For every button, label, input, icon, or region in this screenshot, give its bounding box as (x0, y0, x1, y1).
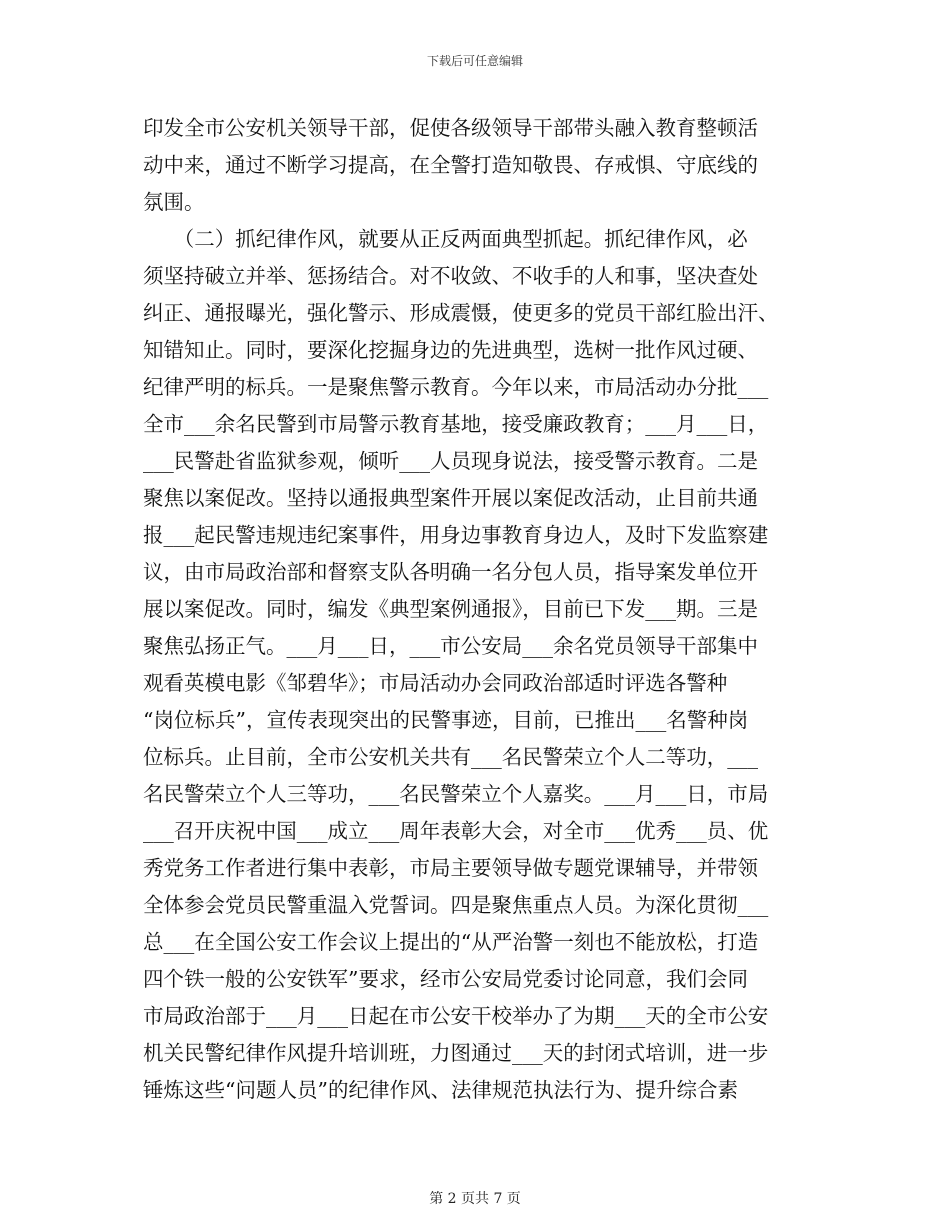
text-line: 名民警荣立个人三等功，___名民警荣立个人嘉奖。___月___日，市局 (143, 782, 769, 806)
text-line: 秀党务工作者进行集中表彰，市局主要领导做专题党课辅导，并带领 (143, 856, 758, 880)
text-line: 四个铁一般的公安铁军”要求，经市公安局党委讨论同意，我们会同 (143, 967, 748, 991)
text-line: 位标兵。止目前，全市公安机关共有___名民警荣立个人二等功，___ (143, 745, 758, 769)
text-line: 全体参会党员民警重温入党誓词。四是聚焦重点人员。为深化贯彻___ (143, 893, 769, 917)
text-line: 动中来，通过不断学习提高，在全警打造知敬畏、存戒惧、守底线的 (143, 153, 758, 177)
text-line: 市局政治部于___月___日起在市公安干校举办了为期___天的全市公安 (143, 1004, 769, 1028)
paragraph (143, 221, 811, 1109)
text-line: 议，由市局政治部和督察支队各明确一名分包人员，指导案发单位开 (143, 560, 758, 584)
text-line: 锤炼这些“问题人员”的纪律作风、法律规范执法行为、提升综合素 (143, 1078, 738, 1102)
text-line: 总___在全国公安工作会议上提出的“从严治警一刻也不能放松，打造 (143, 930, 759, 954)
page-footer: 第 2 页共 7 页 (429, 1191, 521, 1207)
text-line: ___召开庆祝中国___成立___周年表彰大会，对全市___优秀___员、优 (143, 819, 769, 843)
text-line: “岗位标兵”，宣传表现突出的民警事迹，目前，已推出___名警种岗 (143, 708, 749, 732)
text-line: 纪律严明的标兵。一是聚焦警示教育。今年以来，市局活动办分批___ (143, 375, 769, 399)
text-line: 机关民警纪律作风提升培训班，力图通过___天的封闭式培训，进一步 (143, 1041, 769, 1065)
text-line: 报___起民警违规违纪案事件，用身边事教育身边人，及时下发监察建 (143, 523, 769, 547)
document-body (143, 110, 811, 1109)
page-header: 下载后可任意编辑 (426, 54, 523, 68)
paragraph (143, 110, 811, 221)
text-line: 须坚持破立并举、惩扬结合。对不收敛、不收手的人和事，坚决查处 (143, 264, 758, 288)
text-line: 知错知止。同时，要深化挖掘身边的先进典型，选树一批作风过硬、 (143, 338, 758, 362)
text-line: 纠正、通报曝光，强化警示、形成震慑，使更多的党员干部红脸出汗、 (143, 301, 779, 325)
text-line: 观看英模电影《邹碧华》；市局活动办会同政治部适时评选各警种 (143, 671, 728, 695)
text-line: 印发全市公安机关领导干部，促使各级领导干部带头融入教育整顿活 (143, 116, 758, 140)
text-line: 展以案促改。同时，编发《典型案例通报》，目前已下发___期。三是 (143, 597, 758, 621)
text-line: 全市___余名民警到市局警示教育基地，接受廉政教育；___月___日， (143, 412, 769, 436)
text-line: ___民警赴省监狱参观，倾听___人员现身说法，接受警示教育。二是 (143, 449, 758, 473)
text-line: 聚焦弘扬正气。___月___日，___市公安局___余名党员领导干部集中 (143, 634, 758, 658)
text-line: （二）抓纪律作风，就要从正反两面典型抓起。抓纪律作风，必 (143, 227, 748, 251)
text-line: 氛围。 (143, 190, 205, 214)
text-line: 聚焦以案促改。坚持以通报典型案件开展以案促改活动，止目前共通 (143, 486, 758, 510)
